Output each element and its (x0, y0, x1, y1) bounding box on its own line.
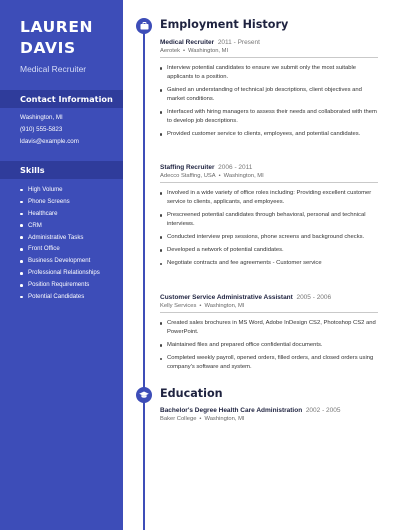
skill-item: Professional Relationships (20, 267, 100, 279)
last-name: DAVIS (20, 39, 76, 57)
timeline-line (143, 22, 145, 530)
separator-dot: • (199, 416, 202, 422)
job-company: Adecco Staffing, USA (160, 173, 216, 179)
job-bullet: Created sales brochures in MS Word, Adobe InDesign CS2, Photoshop CS2 and PowerPoint. (160, 319, 378, 336)
job-bullets (160, 64, 378, 138)
job-bullet: Gained an understanding of technical job descriptions, client objectives and market conditions. (160, 86, 378, 103)
skill-item: Front Office (20, 243, 100, 255)
skill-item: Business Development (20, 255, 100, 267)
skills-heading: Skills (20, 165, 45, 175)
skill-item: Phone Screens (20, 196, 100, 208)
contact-email: ldavis@example.com (20, 138, 79, 145)
education-dates: 2002 - 2005 (305, 407, 341, 414)
contact-location: Washington, MI (20, 114, 63, 121)
separator-dot: • (199, 303, 202, 309)
school-name: Baker College (160, 416, 197, 422)
job-role: Medical Recruiter (20, 64, 87, 74)
job-bullet: Interfaced with hiring managers to assess their needs and collaborated with them to develop job descriptions. (160, 108, 378, 125)
job-entry (160, 293, 378, 376)
degree-title: Bachelor's Degree Health Care Administration (160, 407, 303, 414)
graduation-cap-icon (136, 387, 152, 403)
separator-dot: • (182, 48, 186, 54)
first-name: LAUREN (20, 18, 94, 36)
job-location: Washington, MI (204, 303, 245, 309)
job-dates: 2006 - 2011 (218, 164, 253, 171)
job-title: Staffing Recruiter (160, 164, 215, 171)
candidate-name (20, 17, 93, 59)
separator-dot: • (218, 173, 221, 179)
contact-heading-band (0, 90, 123, 108)
job-company: Aerotek (160, 48, 180, 54)
job-location: Washington, MI (188, 48, 229, 54)
job-title: Customer Service Administrative Assistant (160, 294, 293, 301)
job-bullet: Provided customer service to clients, employees, and potential candidates. (160, 130, 378, 139)
skill-item: Administrative Tasks (20, 232, 100, 244)
skills-list (20, 184, 100, 303)
skill-item: CRM (20, 220, 100, 232)
job-bullets (160, 319, 378, 372)
briefcase-icon (136, 18, 152, 34)
job-dates: 2005 - 2006 (296, 294, 332, 301)
contact-heading: Contact Information (20, 94, 113, 104)
job-bullet: Maintained files and prepared office confidential documents. (160, 341, 378, 350)
skill-item: Healthcare (20, 208, 100, 220)
job-bullets (160, 189, 378, 268)
job-location: Washington, MI (223, 173, 264, 179)
education-entry (160, 406, 378, 425)
divider (160, 57, 378, 58)
school-location: Washington, MI (204, 416, 245, 422)
job-bullet: Conducted interview prep sessions, phone screens and background checks. (160, 233, 378, 242)
divider (160, 312, 378, 313)
job-bullet: Developed a network of potential candidates. (160, 246, 378, 255)
job-bullet: Completed weekly payroll, opened orders, filled orders, and closed orders using company's software and system. (160, 354, 378, 371)
skill-item: Position Requirements (20, 279, 100, 291)
job-dates: 2011 - Present (217, 39, 260, 46)
divider (160, 182, 378, 183)
sidebar (0, 0, 123, 530)
job-entry (160, 163, 378, 272)
job-title: Medical Recruiter (160, 39, 215, 46)
job-company: Kelly Services (160, 303, 197, 309)
employment-heading: Employment History (160, 18, 289, 31)
skill-item: Potential Candidates (20, 291, 100, 303)
job-bullet: Negotiate contracts and fee agreements - Customer service (160, 259, 378, 268)
skills-heading-band (0, 161, 123, 179)
job-bullet: Involved in a wide variety of office roles including: Providing excellent customer service to clients, applicants, and employees. (160, 189, 378, 206)
contact-phone: (910) 555-5823 (20, 126, 63, 133)
job-entry (160, 38, 378, 143)
job-bullet: Prescreened potential candidates through behavioral, personal and technical interviews. (160, 211, 378, 228)
education-heading: Education (160, 387, 223, 400)
skill-item: High Volume (20, 184, 100, 196)
job-bullet: Interview potential candidates to ensure we submit only the most suitable applicants to a position. (160, 64, 378, 81)
